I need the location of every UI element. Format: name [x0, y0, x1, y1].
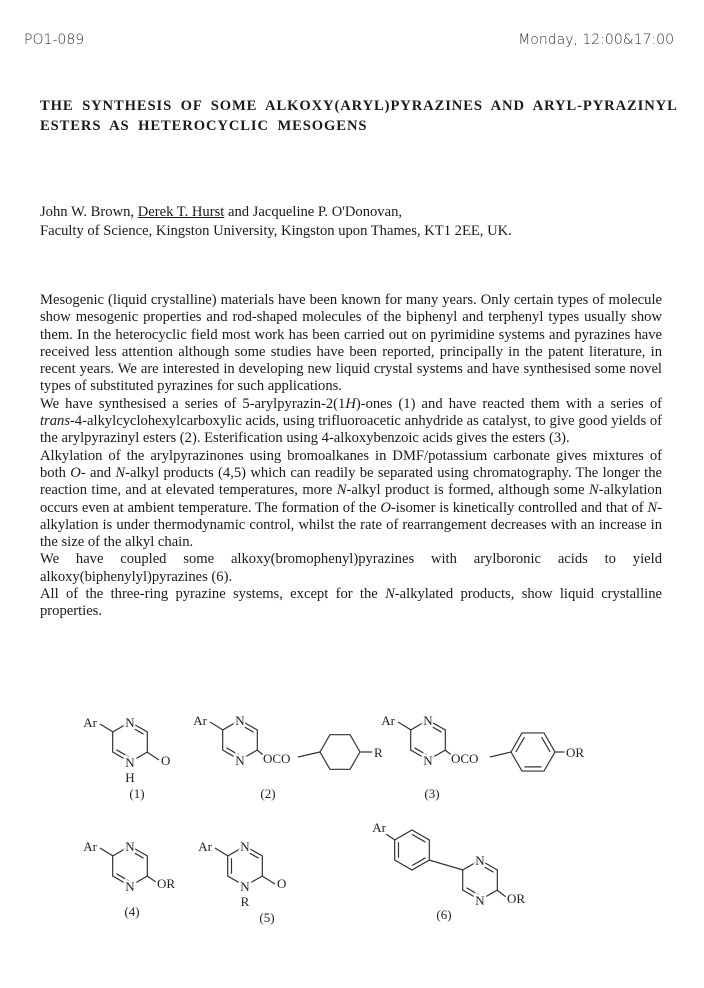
bond: [298, 752, 320, 757]
paragraph: All of the three-ring pyrazine systems, except for the N-alkylated products, show liquid crystalline properties.: [40, 586, 662, 620]
bond: [262, 876, 275, 884]
compound-number: (2): [260, 786, 276, 801]
compound-number: (1): [129, 786, 145, 801]
affiliation: Faculty of Science, Kingston University, Kingston upon Thames, KT1 2EE, UK.: [40, 223, 512, 239]
bond: [490, 752, 511, 757]
alkoxy-label: OR: [507, 891, 526, 906]
alkoxy-label: OR: [157, 876, 176, 891]
aryl-label: Ar: [372, 820, 386, 835]
structure-6: [372, 820, 525, 922]
session-time: Monday, 12:00&17:00: [518, 32, 674, 48]
bond: [542, 737, 551, 752]
oxygen-label: O: [277, 876, 287, 891]
paragraph: Mesogenic (liquid crystalline) materials have been known for many years. Only certain types of molecule show mesogenic properties and rod-shaped molecules of the biphenyl and terphenyl types usually show them. In the heterocyclic field most work has been carried out on pyrimidine systems and pyrazines have received less attention although some studies have been reported, principally in the patent literature, in recent years. We are interested in developing new liquid crystal systems and have synthesised some novel types of substituted pyrazines for such applications.: [40, 292, 662, 395]
bond: [100, 848, 113, 856]
structure-5: [198, 839, 286, 925]
structure-4: [83, 839, 175, 919]
nitrogen-label: N: [240, 839, 250, 854]
aryl-label: Ar: [193, 713, 207, 728]
bond: [516, 737, 525, 752]
bond: [412, 858, 426, 866]
nitrogen-label: N: [423, 753, 433, 768]
nitrogen-label: N: [240, 879, 250, 894]
alkoxy-label: OR: [566, 745, 585, 760]
compound-number: (4): [124, 904, 140, 919]
nitrogen-label: N: [235, 713, 245, 728]
aryl-label: Ar: [198, 839, 212, 854]
ring: [395, 830, 430, 870]
ester-label: OCO: [451, 751, 479, 766]
nitrogen-label: N: [125, 715, 135, 730]
alkyl-label: R: [240, 894, 250, 909]
nitrogen-label: N: [235, 753, 245, 768]
paragraph: Alkylation of the arylpyrazinones using bromoalkanes in DMF/potassium carbonate gives mixtures of both O- and N-alkyl products (4,5) which can readily be separated using chromatography. The longer the reaction time, and at elevated temperatures, more N-alkyl product is formed, although some N-alkylation occurs even at ambient temperature. The formation of the O-isomer is kinetically controlled and that of N-alkylation is under thermodynamic control, whilst the rate of rearrangement decreases with an increase in the size of the alkyl chain.: [40, 447, 662, 551]
compound-number: (5): [259, 910, 275, 925]
ring: [511, 733, 555, 771]
structure-2: [193, 713, 383, 801]
nitrogen-label: N: [125, 879, 135, 894]
bond: [210, 722, 223, 730]
bond: [497, 890, 506, 897]
bond: [412, 834, 426, 842]
nitrogen-label: N: [475, 853, 485, 868]
compound-number: (6): [436, 907, 452, 922]
structure-1: [83, 715, 170, 801]
structure-3: [381, 713, 584, 801]
author: and Jacqueline P. O'Donovan,: [224, 204, 403, 220]
aryl-label: Ar: [83, 839, 97, 854]
oxygen-label: O: [161, 753, 171, 768]
alkyl-label: R: [374, 745, 383, 760]
bond: [398, 722, 411, 730]
hydrogen-label: H: [125, 770, 135, 785]
paragraph: We have synthesised a series of 5-arylpyrazin-2(1H)-ones (1) and have reacted them with a series of trans-4-alkylcyclohexylcarboxylic acids, using trifluoroacetic anhydride as catalyst, to give good yields of the arylpyrazinyl esters (2). Esterification using 4-alkoxybenzoic acids gives the esters (3).: [40, 395, 662, 447]
bond: [100, 724, 113, 732]
bond: [215, 848, 228, 856]
aryl-label: Ar: [83, 715, 97, 730]
presenting-author: Derek T. Hurst: [137, 204, 225, 220]
paper-title: THE SYNTHESIS OF SOME ALKOXY(ARYL)PYRAZINES AND ARYL-PYRAZINYL ESTERS AS HETEROCYCLIC MESOGENS: [40, 98, 677, 134]
nitrogen-label: N: [475, 893, 485, 908]
nitrogen-label: N: [423, 713, 433, 728]
compound-number: (3): [424, 786, 440, 801]
ring: [320, 735, 360, 770]
bond: [147, 752, 159, 760]
paragraph: We have coupled some alkoxy(bromophenyl)pyrazines with arylboronic acids to yield alkoxy(biphenylyl)pyrazines (6).: [40, 551, 662, 585]
bond: [386, 834, 395, 840]
ester-label: OCO: [263, 751, 291, 766]
bond: [147, 876, 156, 882]
abstract-code: PO1-089: [24, 32, 85, 48]
nitrogen-label: N: [125, 839, 135, 854]
nitrogen-label: N: [125, 755, 135, 770]
structure-bonds: [100, 720, 566, 900]
aryl-label: Ar: [381, 713, 395, 728]
author: John W. Brown,: [40, 204, 138, 220]
bond: [429, 860, 463, 870]
